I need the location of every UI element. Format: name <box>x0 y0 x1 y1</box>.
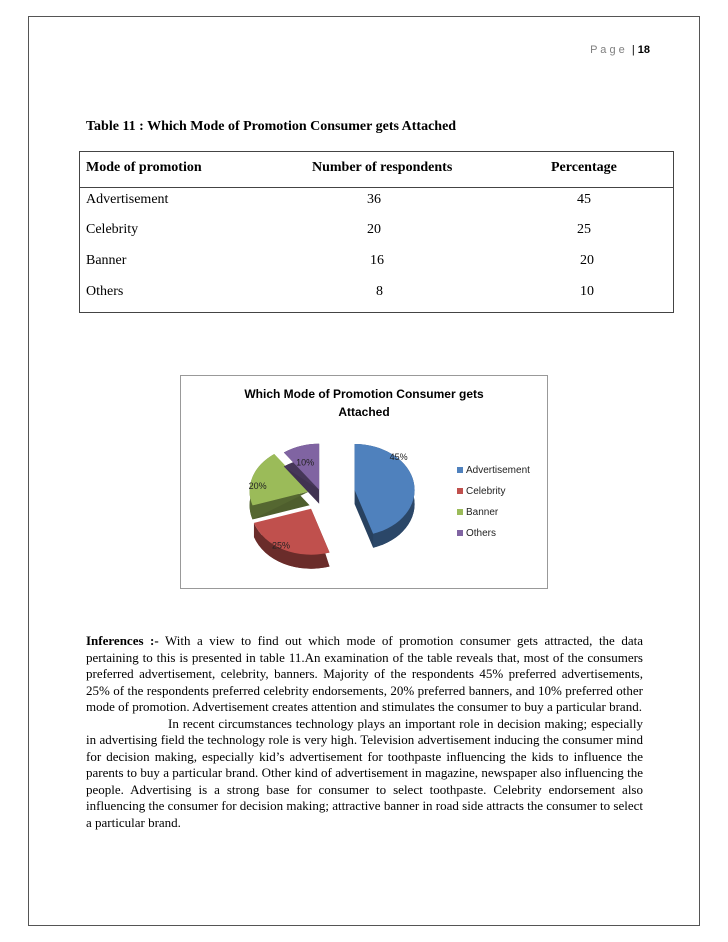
page-header <box>540 44 650 56</box>
pie-data-label: 10% <box>296 457 315 468</box>
cell-mode: Celebrity <box>86 222 139 237</box>
pie-data-label: 25% <box>272 540 291 551</box>
legend-swatch <box>457 530 463 536</box>
pie-data-label: 20% <box>248 481 267 492</box>
chart-title-line-2: Attached <box>338 405 390 419</box>
pie-chart <box>180 375 548 589</box>
legend-swatch <box>457 467 463 473</box>
inferences-paragraph-2: In recent circumstances technology plays an important role in decision making; especially in advertising field the technology role is very high. Television advertisement inducing the consumer mind for decision making, especially kid’s advertisement for toothpaste influencing the kids to influence the parents to buy a particular brand. Other kind of advertisement in magazine, newspaper also influencing the people. Advertising is a strong base for consumer to select toothpaste. Celebrity endorsement also influencing the consumer for decision making; attractive banner in road side attracts the consumer to select a particular brand. <box>86 715 644 830</box>
legend-label: Advertisement <box>466 465 530 476</box>
column-header-mode: Mode of promotion <box>86 160 202 175</box>
inferences-text <box>86 633 643 831</box>
table-header-row <box>80 152 673 188</box>
column-header-respondents: Number of respondents <box>312 160 453 175</box>
cell-respondents: 16 <box>370 253 384 268</box>
cell-respondents: 20 <box>367 222 381 237</box>
page-word: P a g e <box>590 44 625 56</box>
legend-label: Others <box>466 528 497 539</box>
cell-percentage: 45 <box>577 192 591 207</box>
cell-percentage: 25 <box>577 222 591 237</box>
pie-data-label: 45% <box>389 452 408 463</box>
cell-respondents: 36 <box>367 192 381 207</box>
column-header-percentage: Percentage <box>551 160 617 175</box>
pie-chart-canvas <box>181 376 547 588</box>
cell-mode: Advertisement <box>86 192 169 207</box>
inferences-lead: Inferences :- <box>86 633 159 648</box>
cell-respondents: 8 <box>376 284 383 299</box>
chart-title-line-1: Which Mode of Promotion Consumer gets <box>244 387 484 401</box>
inferences-paragraph-1 <box>86 633 643 716</box>
promotion-table <box>79 151 674 313</box>
legend-label: Banner <box>466 507 499 518</box>
legend-swatch <box>457 509 463 515</box>
table-caption: Table 11 : Which Mode of Promotion Consumer gets Attached <box>86 119 457 134</box>
legend-label: Celebrity <box>466 486 506 497</box>
legend-swatch <box>457 488 463 494</box>
cell-percentage: 20 <box>580 253 594 268</box>
page-number: 18 <box>637 44 650 56</box>
cell-percentage: 10 <box>580 284 594 299</box>
page-separator: | <box>631 44 635 56</box>
inferences-body-1: With a view to find out which mode of promotion consumer gets attracted, the data pertaining to this is presented in table 11.An examination of the table reveals that, most of the consumers preferred advertisement, celebrity, banners. Majority of the respondents 45% preferred advertisements, 25% of the respondents preferred celebrity endorsements, 20% preferred banners, and 10% preferred other mode of promotion. Advertisement creates attention and stimulates the consumer to buy a particular brand. <box>86 633 643 714</box>
cell-mode: Others <box>86 284 124 299</box>
pie-slice-celebrity <box>254 509 330 569</box>
cell-mode: Banner <box>86 253 127 268</box>
